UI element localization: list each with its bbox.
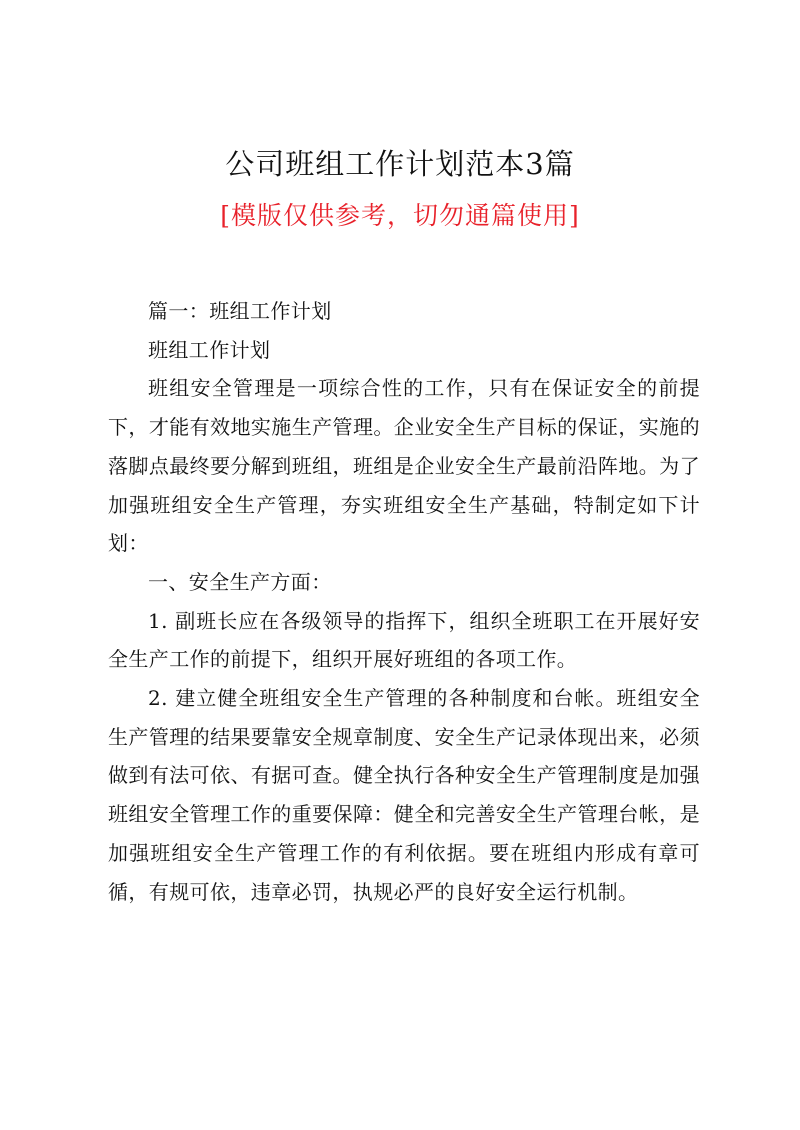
document-body [108, 292, 700, 911]
intro-paragraph: 班组安全管理是一项综合性的工作，只有在保证安全的前提下，才能有效地实施生产管理。企业安全生产目标的保证，实施的落脚点最终要分解到班组，班组是企业安全生产最前沿阵地。为了加强班组安全生产管理，夯实班组安全生产基础，特制定如下计划： [108, 376, 700, 556]
section-heading: 篇一：班组工作计划 [148, 299, 332, 323]
document-title: 公司班组工作计划范本3篇 [225, 147, 575, 181]
plan-heading: 班组工作计划 [148, 337, 271, 362]
list-item-1: 1. 副班长应在各级领导的指挥下，组织全班职工在开展好安全生产工作的前提下，组织开展好班组的各项工作。 [108, 608, 700, 672]
subsection-heading: 一、安全生产方面： [148, 569, 332, 594]
list-item-2: 2. 建立健全班组安全生产管理的各种制度和台帐。班组安全生产管理的结果要靠安全规章制度、安全生产记录体现出来，必须做到有法可依、有据可查。健全执行各种安全生产管理制度是加强班组安全管理工作的重要保障：健全和完善安全生产管理台帐，是加强班组安全生产管理工作的有利依据。要在班组内形成有章可循，有规可依，违章必罚，执规必严的良好安全运行机制。 [108, 686, 700, 904]
template-notice: [模版仅供参考，切勿通篇使用] [220, 201, 580, 230]
